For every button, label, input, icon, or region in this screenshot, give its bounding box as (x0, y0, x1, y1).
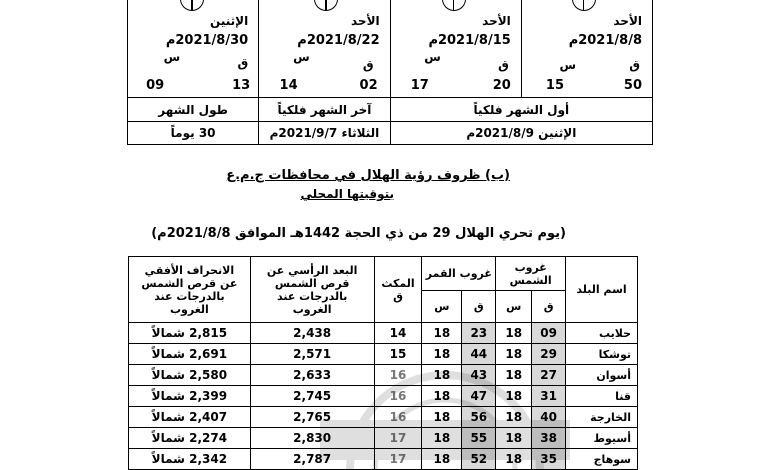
phase-day: الأحد (482, 14, 511, 28)
hour-label: س (293, 50, 310, 64)
sunset-minute-cell: 38 (532, 428, 566, 449)
sunset-minute-cell: 09 (532, 323, 566, 344)
phase-day: الأحد (351, 14, 380, 28)
stay-cell: 16 (374, 365, 422, 386)
phase-day: الأحد (613, 14, 642, 28)
moon-phase-icon (314, 0, 338, 11)
sunset-minute-cell: 27 (532, 365, 566, 386)
city-cell: الخارجة (566, 407, 638, 428)
header-moonset-minute: ق (462, 291, 496, 323)
phase-minute: 20 (492, 78, 511, 93)
azimuth-cell: 2,407 شمالاً (129, 407, 251, 428)
phase-date: 2021/8/30م (165, 33, 249, 48)
minute-label: ق (498, 58, 509, 72)
azimuth-cell: 2,691 شمالاً (129, 344, 251, 365)
month-first-label: أول الشهر فلكياً (390, 98, 652, 122)
moonset-minute-cell: 56 (462, 407, 496, 428)
hour-label: س (163, 50, 181, 64)
azimuth-cell: 2,342 شمالاً (129, 449, 251, 470)
sunset-hour-cell: 18 (496, 407, 532, 428)
month-last-label: آخر الشهر فلكياً (259, 98, 390, 122)
stay-cell: 16 (374, 407, 422, 428)
altitude-cell: 2,438 (250, 323, 374, 344)
table-row (129, 344, 638, 365)
phase-day: الإثنين (210, 14, 249, 28)
stay-cell: 17 (374, 428, 422, 449)
city-cell: أسوان (566, 365, 638, 386)
moonset-minute-cell: 55 (462, 428, 496, 449)
header-moonset: غروب القمر (422, 257, 496, 291)
header-stay-unit: ق (393, 289, 403, 303)
sunset-minute-cell: 29 (532, 344, 566, 365)
azimuth-cell: 2,274 شمالاً (129, 428, 251, 449)
header-sunset-minute: ق (532, 291, 566, 323)
altitude-cell: 2,571 (250, 344, 374, 365)
table-row (129, 365, 638, 386)
table-row (129, 323, 638, 344)
header-sunset: غروب الشمس (496, 257, 566, 291)
phase-hour: 14 (279, 78, 298, 93)
phase-minute: 13 (232, 78, 251, 93)
month-length-value: 30 يوماً (128, 122, 259, 145)
table-row (129, 428, 638, 449)
sunset-hour-cell: 18 (496, 449, 532, 470)
moonset-hour-cell: 18 (422, 407, 462, 428)
moonset-minute-cell: 52 (462, 449, 496, 470)
stay-cell: 16 (374, 386, 422, 407)
month-first-value: الإثنين 2021/8/9م (390, 122, 652, 145)
phase-date: 2021/8/22م (297, 33, 380, 48)
sunset-minute-cell: 35 (532, 449, 566, 470)
moonset-minute-cell: 43 (462, 365, 496, 386)
month-length-label: طول الشهر (128, 98, 259, 122)
phase-date: 2021/8/8م (568, 33, 642, 48)
phase-hour: 15 (545, 78, 564, 93)
sunset-hour-cell: 18 (496, 323, 532, 344)
section-title: (ب) ظروف رؤية الهلال في محافظات ج.م.ع (226, 168, 510, 183)
moonset-hour-cell: 18 (422, 344, 462, 365)
city-cell: أسيوط (566, 428, 638, 449)
moonset-minute-cell: 44 (462, 344, 496, 365)
phase-hour: 17 (410, 78, 429, 93)
header-altitude: البعد الرأسي عن قرص الشمس بالدرجات عند الغروب (250, 257, 374, 323)
moonset-hour-cell: 18 (422, 386, 462, 407)
hour-label: س (424, 50, 441, 64)
city-cell: قنا (566, 386, 638, 407)
stay-cell: 15 (374, 344, 422, 365)
minute-label: ق (237, 56, 249, 70)
altitude-cell: 2,745 (250, 386, 374, 407)
phase-date: 2021/8/15م (428, 33, 511, 48)
header-stay-label: المكث (381, 276, 415, 290)
azimuth-cell: 2,580 شمالاً (129, 365, 251, 386)
moonset-hour-cell: 18 (422, 323, 462, 344)
moonset-minute-cell: 23 (462, 323, 496, 344)
table-row (129, 386, 638, 407)
city-cell: سوهاج (566, 449, 638, 470)
moonset-hour-cell: 18 (422, 365, 462, 386)
altitude-cell: 2,787 (250, 449, 374, 470)
city-cell: حلايب (566, 323, 638, 344)
header-moonset-hour: س (422, 291, 462, 323)
section-subtitle: بتوقيتها المحلي (300, 187, 394, 201)
moon-phase-icon (572, 0, 596, 11)
header-azimuth: الانحراف الأفقي عن قرص الشمس بالدرجات عند الغروب (129, 257, 251, 323)
phase-cell-4 (521, 0, 652, 98)
sunset-hour-cell: 18 (496, 344, 532, 365)
moonset-hour-cell: 18 (422, 449, 462, 470)
altitude-cell: 2,633 (250, 365, 374, 386)
table-row (129, 449, 638, 470)
phase-cell-1 (128, 0, 259, 98)
phase-cell-3 (390, 0, 521, 98)
sunset-hour-cell: 18 (496, 386, 532, 407)
table-row (129, 407, 638, 428)
stay-cell: 14 (374, 323, 422, 344)
minute-label: ق (362, 58, 374, 72)
phase-cell-2 (259, 0, 390, 98)
moon-phase-icon (180, 0, 204, 11)
hour-label: س (559, 58, 576, 72)
moon-phase-table (127, 0, 653, 145)
azimuth-cell: 2,399 شمالاً (129, 386, 251, 407)
moonset-hour-cell: 18 (422, 428, 462, 449)
altitude-cell: 2,830 (250, 428, 374, 449)
header-sunset-hour: س (496, 291, 532, 323)
city-cell: توشكا (566, 344, 638, 365)
minute-label: ق (629, 58, 640, 72)
sunset-minute-cell: 31 (532, 386, 566, 407)
section-note: (يوم تحري الهلال 29 من ذي الحجة 1442هـ الموافق 2021/8/8م) (151, 226, 566, 241)
month-last-value: الثلاثاء 2021/9/7م (259, 122, 390, 145)
moon-phase-icon (442, 0, 466, 11)
sunset-minute-cell: 40 (532, 407, 566, 428)
azimuth-cell: 2,815 شمالاً (129, 323, 251, 344)
phase-hour: 09 (146, 78, 165, 93)
altitude-cell: 2,765 (250, 407, 374, 428)
moonset-minute-cell: 47 (462, 386, 496, 407)
sunset-hour-cell: 18 (496, 365, 532, 386)
phase-minute: 02 (359, 78, 378, 93)
sunset-hour-cell: 18 (496, 428, 532, 449)
header-city: اسم البلد (566, 257, 638, 323)
phase-minute: 50 (623, 78, 642, 93)
crescent-visibility-table (128, 256, 638, 470)
stay-cell: 17 (374, 449, 422, 470)
header-stay (374, 257, 422, 323)
